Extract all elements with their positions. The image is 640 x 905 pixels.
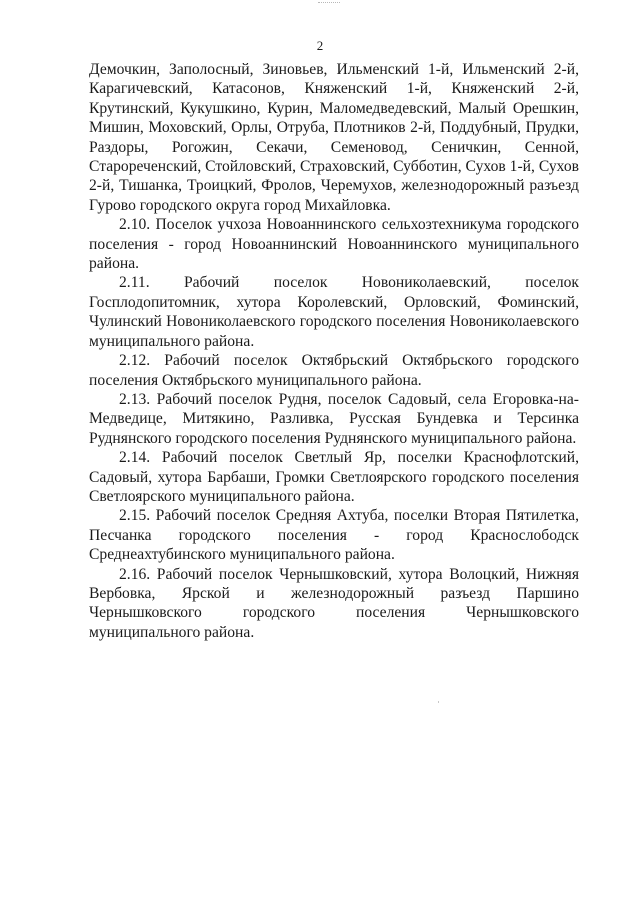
paragraph-2-11: 2.11. Рабочий поселок Новониколаевский, поселок Госплодопитомник, хутора Королевский, Орловский, Фоминский, Чулинский Новониколаевского городского поселения Новониколаевского муниципального района. [89,274,579,350]
paragraph-2-16: 2.16. Рабочий поселок Чернышковский, хутора Волоцкий, Нижняя Вербовка, Ярской и железнодорожный разъезд Паршино Чернышковского городского поселения Чернышковского муниципального района. [89,565,579,641]
paragraph-2-10: 2.10. Поселок учхоза Новоаннинского сельхозтехникума городского поселения - город Новоаннинский Новоаннинского муниципального района. [89,216,579,273]
paragraph-2-14: 2.14. Рабочий поселок Светлый Яр, поселки Краснофлотский, Садовый, хутора Барбаши, Громки Светлоярского городского поселения Светлоярского муниципального района. [89,449,579,505]
scan-artifact-dot [438,701,439,703]
document-body [89,60,579,642]
paragraph-continuation: Демочкин, Заполосный, Зиновьев, Ильменский 1-й, Ильменский 2-й, Карагичевский, Катасонов, Княженский 1-й, Княженский 2-й, Крутинский, Кукушкино, Курин, Маломедведевский, Малый Орешкин, Мишин, Моховский, Орлы, Отруба, Плотников 2-й, Поддубный, Прудки, Раздоры, Рогожин, Секачи, Семеновод, Сеничкин, Сенной, Старореченский, Стойловский, Страховский, Субботин, Сухов 1-й, Сухов 2-й, Тишанка, Троицкий, Фролов, Черемухов, железнодорожный разъезд Гурово городского округа город Михайловка. [89,61,579,214]
paragraph-2-15: 2.15. Рабочий поселок Средняя Ахтуба, поселки Вторая Пятилетка, Песчанка городского поселения - город Краснослободск Среднеахтубинского муниципального района. [89,507,579,564]
paragraph-2-13: 2.13. Рабочий поселок Рудня, поселок Садовый, села Егоровка-на-Медведице, Митякино, Разливка, Русская Бундевка и Терсинка Руднянского городского поселения Руднянского муниципального района. [89,390,579,447]
page-number: 2 [316,38,324,53]
scan-artifact-mark [318,2,340,5]
paragraph-2-12: 2.12. Рабочий поселок Октябрьский Октябрьского городского поселения Октябрьского муниципального района. [89,352,579,389]
